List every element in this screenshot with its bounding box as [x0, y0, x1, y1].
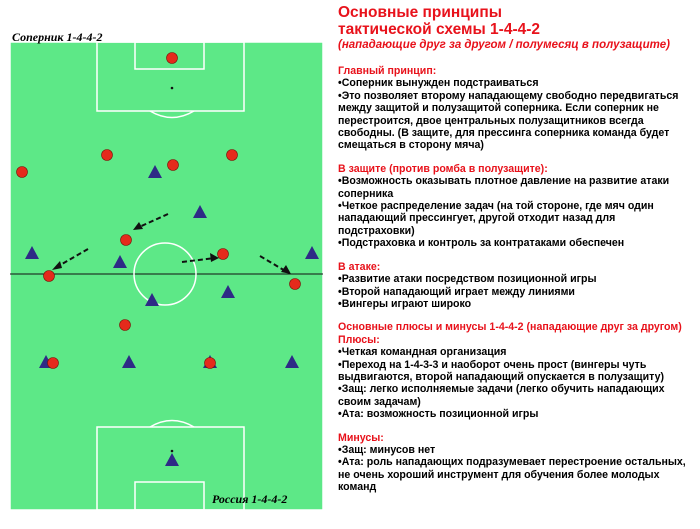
section-line: между защитой и полузащитой соперника. Если соперник не — [338, 102, 659, 115]
section-line: не очень хороший инструмент для обучения более молодых — [338, 468, 660, 481]
section-line: •Защ: легко исполняемые задачи (легко обучить нападающих — [338, 383, 665, 396]
section-2 — [338, 261, 698, 311]
own-team-label: Россия 1-4-4-2 — [212, 492, 288, 506]
section-line: •Второй нападающий играет между линиями — [338, 285, 575, 298]
section-heading: Основные плюсы и минусы 1-4-4-2 (нападающие друг за другом) — [338, 321, 682, 334]
section-line: •Защ: минусов нет — [338, 443, 436, 456]
section-3 — [338, 321, 698, 420]
own-player-marker — [227, 150, 238, 161]
own-player-marker — [121, 235, 132, 246]
section-line: •Подстраховка и контроль за контратаками обеспечен — [338, 237, 625, 250]
section-heading: В защите (против ромба в полузащите): — [338, 162, 548, 175]
own-player-marker — [48, 358, 59, 369]
section-line: команд — [338, 481, 377, 494]
principles-panel — [338, 4, 698, 505]
section-line: нападающий прессингует, другой отходит назад для — [338, 212, 616, 225]
section-line: свободны. (В защите, для прессинга соперника команда будет — [338, 127, 670, 140]
opponent-label: Соперник 1-4-4-2 — [12, 30, 103, 44]
own-player-marker — [44, 271, 55, 282]
section-line: •Ата: возможность позиционной игры — [338, 408, 539, 421]
football-pitch — [0, 0, 330, 529]
own-player-marker — [218, 249, 229, 260]
own-player-marker — [120, 320, 131, 331]
section-line: •Соперник вынужден подстраиваться — [338, 77, 539, 90]
section-line: своим задачам) — [338, 395, 421, 408]
section-heading: Минусы: — [338, 431, 384, 444]
section-4 — [338, 432, 698, 494]
top-penalty-spot — [171, 87, 174, 90]
own-player-marker — [205, 358, 216, 369]
bottom-penalty-spot — [171, 450, 174, 453]
section-line: перестроится, двое центральных полузащитников всегда — [338, 114, 644, 127]
own-player-marker — [167, 53, 178, 64]
own-player-marker — [290, 279, 301, 290]
own-player-marker — [102, 150, 113, 161]
section-heading: Плюсы: — [338, 333, 380, 346]
section-heading: Главный принцип: — [338, 65, 437, 77]
panel-title-2: тактической схемы 1-4-4-2 — [338, 21, 541, 38]
section-line: •Ата: роль нападающих подразумевает перестроение остальных, — [338, 456, 686, 469]
section-line: •Вингеры играют широко — [338, 297, 472, 310]
section-1 — [338, 163, 698, 250]
section-line: •Четкая командная организация — [338, 346, 507, 359]
sections — [338, 65, 698, 494]
own-player-marker — [168, 160, 179, 171]
section-0 — [338, 65, 698, 152]
section-line: •Это позволяет второму нападающему свободно передвигаться — [338, 89, 679, 102]
section-line: подстраховки) — [338, 224, 415, 237]
own-player-marker — [17, 167, 28, 178]
section-line: •Развитие атаки посредством позиционной игры — [338, 273, 597, 286]
panel-subtitle: (нападающие друг за другом / полумесяц в полузащите) — [338, 39, 670, 51]
section-line: смещаться в сторону мяча) — [338, 139, 484, 152]
section-line: •Четкое распределение задач (на той стороне, где мяч один — [338, 200, 654, 213]
section-line: выдвигаются, второй нападающий опускается в полузащиту) — [338, 370, 664, 383]
section-heading: В атаке: — [338, 260, 381, 273]
tactics-board — [0, 0, 330, 529]
section-line: •Возможность оказывать плотное давление на развитие атаки — [338, 175, 670, 188]
panel-title-1: Основные принципы — [338, 4, 502, 21]
pitch-field — [10, 42, 323, 510]
section-line: •Переход на 1-4-3-3 и наоборот очень прост (вингеры чуть — [338, 358, 647, 371]
section-line: соперника — [338, 187, 394, 200]
